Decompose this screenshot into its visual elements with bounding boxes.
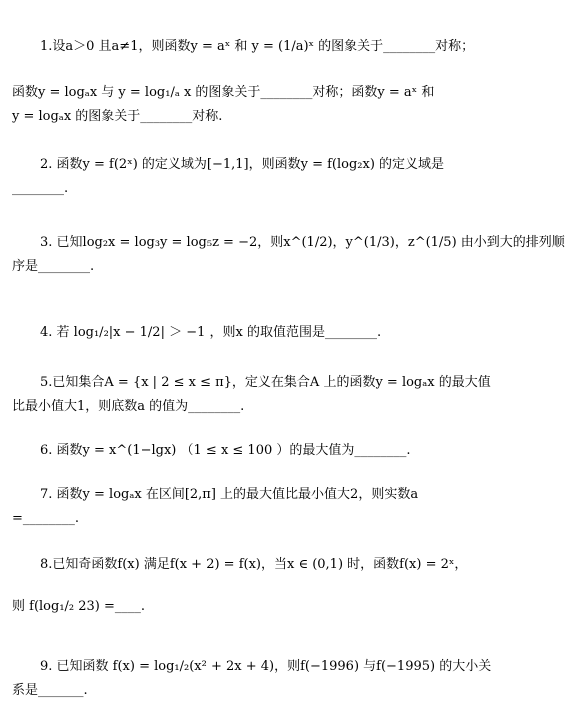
- problem-7-line-2: =________.: [12, 511, 80, 526]
- problem-8-line-2: 则 f(log₁/₂ 23) =____.: [12, 599, 146, 614]
- problem-1-line-3: y = logₐx 的图象关于________对称.: [12, 109, 223, 124]
- problem-4-line-1: 4. 若 log₁/₂|x − 1/2| ＞ −1 ，则x 的取值范围是________.: [40, 325, 382, 340]
- problem-1-line-1: 1.设a＞0 且a≠1，则函数y = aˣ 和 y = (1/a)ˣ 的图象关于________对称；: [40, 39, 475, 54]
- problem-3-line-1: 3. 已知log₂x = log₃y = log₅z = −2，则x^(1/2)，y^(1/3)，z^(1/5) 由小到大的排列顺: [40, 235, 565, 250]
- problem-9-line-2: 系是_______.: [12, 683, 88, 698]
- problem-3-line-2: 序是________.: [12, 259, 95, 274]
- problem-8-line-1: 8.已知奇函数f(x) 满足f(x + 2) = f(x)，当x ∈ (0,1) 时，函数f(x) = 2ˣ，: [40, 557, 468, 572]
- problem-5-line-1: 5.已知集合A = {x | 2 ≤ x ≤ π}，定义在集合A 上的函数y = logₐx 的最大值: [40, 375, 491, 390]
- problem-5-line-2: 比最小值大1，则底数a 的值为________.: [12, 399, 245, 414]
- problem-9-line-1: 9. 已知函数 f(x) = log₁/₂(x² + 2x + 4)，则f(−1996) 与f(−1995) 的大小关: [40, 659, 492, 674]
- problem-7-line-1: 7. 函数y = logₐx 在区间[2,π] 上的最大值比最小值大2，则实数a: [40, 487, 419, 502]
- problem-2-line-2: ________.: [12, 181, 69, 196]
- problem-1-line-2: 函数y = logₐx 与 y = log₁/ₐ x 的图象关于________对称；函数y = aˣ 和: [12, 85, 435, 100]
- problem-2-line-1: 2. 函数y = f(2ˣ) 的定义域为[−1,1]，则函数y = f(log₂x) 的定义域是: [40, 157, 445, 172]
- problem-6-line-1: 6. 函数y = x^(1−lgx) （1 ≤ x ≤ 100 ）的最大值为________.: [40, 443, 411, 458]
